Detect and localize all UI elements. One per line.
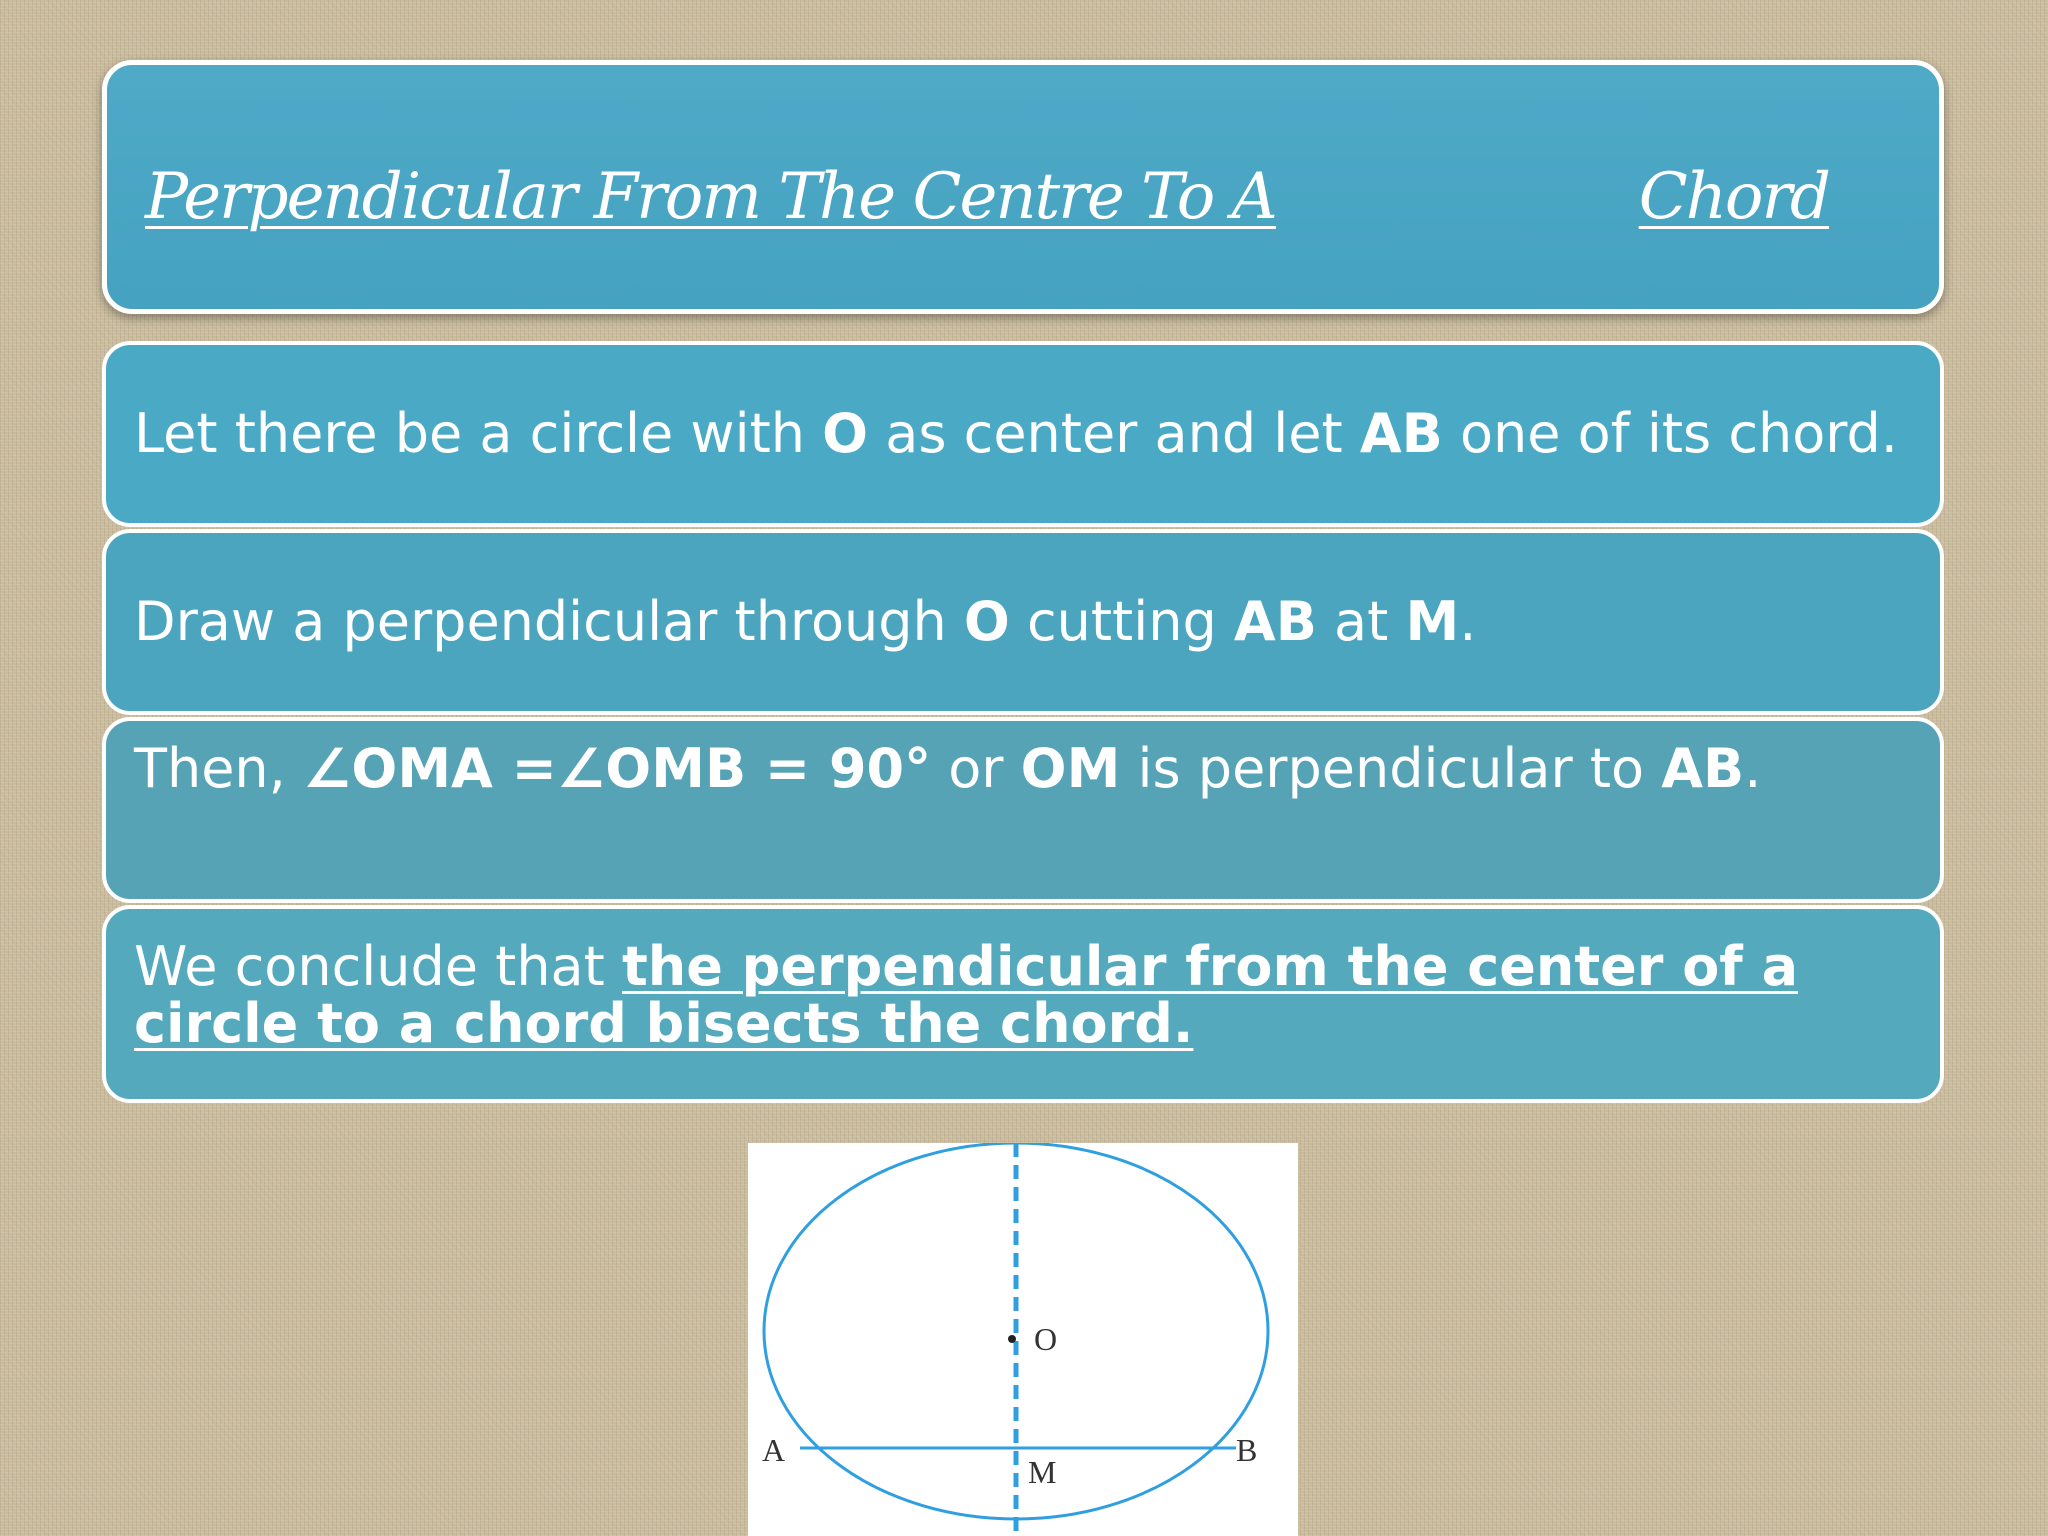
statement-panel-3 xyxy=(102,717,1944,903)
conclusion-panel xyxy=(102,905,1944,1103)
conclusion-theorem: the perpendicular from the center of a circle to a chord bisects the chord. xyxy=(134,935,1799,1055)
label-b: B xyxy=(1236,1432,1258,1468)
slide-title: Perpendicular From The Centre To A xyxy=(145,160,1276,234)
circle-chord-figure xyxy=(748,1143,1298,1536)
conclusion-text: We conclude that the perpendicular from the center of a circle to a chord bisects the chord. xyxy=(134,935,1799,1055)
statement-panel-1 xyxy=(102,341,1944,527)
center-point xyxy=(1008,1335,1016,1343)
statement-text-3: Then, ∠OMA =∠OMB = 90° or OM is perpendicular to AB. xyxy=(134,737,1762,800)
slide-title-continuation: Chord xyxy=(1638,160,1829,234)
statement-text-2: Draw a perpendicular through O cutting AB at M. xyxy=(134,589,1477,653)
statement-panel-2 xyxy=(102,529,1944,715)
label-o: O xyxy=(1034,1321,1058,1357)
label-m: M xyxy=(1028,1454,1057,1490)
title-box xyxy=(102,60,1944,314)
statement-text-1: Let there be a circle with O as center and let AB one of its chord. xyxy=(134,401,1898,465)
label-a: A xyxy=(762,1432,786,1468)
